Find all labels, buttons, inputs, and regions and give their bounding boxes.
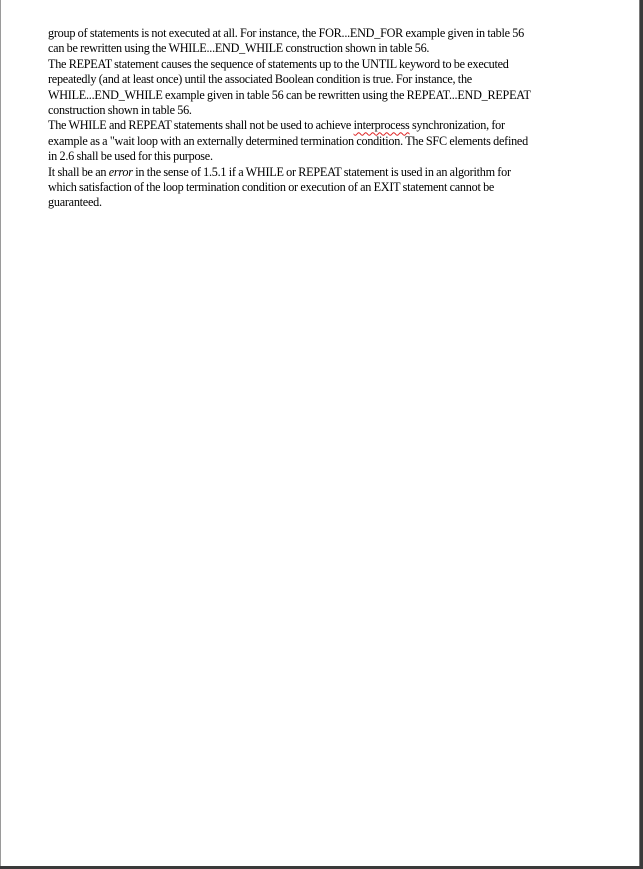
text-line-9: in 2.6 shall be used for this purpose. [48, 149, 213, 164]
text-line-7 [48, 118, 608, 133]
text-line-12: guaranteed. [48, 195, 102, 210]
document-body-text[interactable] [48, 26, 608, 211]
text-line-7-end: synchronization, for [409, 118, 505, 133]
italic-term-error: error [108, 164, 133, 179]
text-line-8: example as a "wait loop with an externally determined termination condition. The SFC elements defined [48, 133, 528, 148]
text-line-4: repeatedly (and at least once) until the associated Boolean condition is true. For instance, the [48, 72, 472, 87]
text-line-2: can be rewritten using the WHILE...END_WHILE construction shown in table 56. [48, 41, 430, 56]
text-line-10-start: It shall be an [48, 164, 109, 179]
spelling-flagged-word[interactable]: interprocess [353, 118, 410, 133]
text-line-10-end: in the sense of 1.5.1 if a WHILE or REPEAT statement is used in an algorithm for [132, 164, 511, 179]
page-left-border [0, 0, 1, 869]
text-line-3: The REPEAT statement causes the sequence of statements up to the UNTIL keyword to be executed [48, 56, 509, 71]
text-line-5: WHILE...END_WHILE example given in table 56 can be rewritten using the REPEAT...END_REPEAT [48, 87, 531, 102]
text-line-10 [48, 165, 608, 180]
text-line-6: construction shown in table 56. [48, 103, 192, 118]
text-line-1: group of statements is not executed at all. For instance, the FOR...END_FOR example given in table 56 [48, 26, 524, 40]
text-line-7-start: The WHILE and REPEAT statements shall not be used to achieve [48, 118, 354, 133]
text-line-11: which satisfaction of the loop termination condition or execution of an EXIT statement cannot be [48, 180, 495, 195]
page-right-shadow [639, 0, 643, 869]
